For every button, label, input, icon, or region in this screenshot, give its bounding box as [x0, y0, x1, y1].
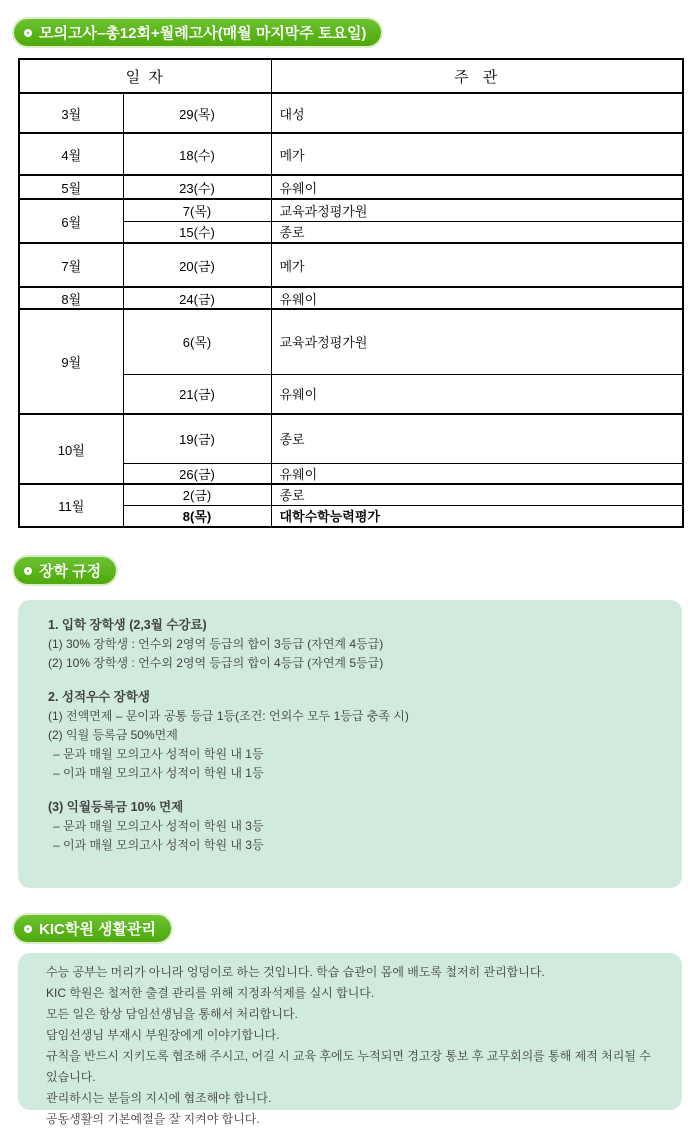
bullet-ring-icon	[24, 925, 32, 933]
date-cell: 8(목)	[123, 505, 271, 527]
life-management-box	[18, 953, 682, 1126]
scholarship-group	[48, 688, 652, 783]
date-cell: 19(금)	[123, 414, 271, 463]
organizer-cell: 메가	[271, 243, 683, 287]
organizer-cell: 대성	[271, 93, 683, 133]
month-cell: 5월	[19, 175, 123, 199]
table-row	[19, 175, 683, 199]
text-line: KIC 학원은 철저한 출결 관리를 위해 지정좌석제를 실시 합니다.	[46, 986, 375, 1000]
date-cell: 23(수)	[123, 175, 271, 199]
date-cell: 2(금)	[123, 484, 271, 505]
table-row	[19, 484, 683, 505]
table-row	[19, 93, 683, 133]
scholarship-group	[48, 616, 652, 673]
organizer-cell: 종로	[271, 414, 683, 463]
text-line: 관리하시는 분들의 지시에 협조해야 합니다.	[46, 1091, 272, 1105]
section-badge-label: 장학 규정	[39, 563, 102, 580]
organizer-cell: 대학수학능력평가	[271, 505, 683, 527]
date-cell: 15(수)	[123, 221, 271, 243]
text-line: 모든 일은 항상 담임선생님을 통해서 처리합니다.	[46, 1007, 298, 1021]
organizer-cell: 교육과정평가원	[271, 309, 683, 374]
scholarship-group	[48, 798, 652, 855]
text-line: – 이과 매월 모의고사 성적이 학원 내 3등	[53, 838, 264, 852]
month-cell: 11월	[19, 484, 123, 527]
group-heading: 2. 성적우수 장학생	[48, 690, 150, 704]
table-row	[19, 199, 683, 221]
text-line: 규칙을 반드시 지키도록 협조해 주시고, 어길 시 교육 후에도 누적되면 경고장 통보 후 교무회의를 통해 제적 처리될 수 있습니다.	[46, 1049, 651, 1084]
header-organizer: 주 관	[271, 59, 683, 93]
text-line: 담임선생님 부재시 부원장에게 이야기합니다.	[46, 1028, 280, 1042]
text-line: 공동생활의 기본예절을 잘 지켜야 합니다.	[46, 1112, 260, 1126]
table-header-row	[19, 59, 683, 93]
organizer-cell: 유웨이	[271, 463, 683, 484]
organizer-cell: 메가	[271, 133, 683, 175]
text-line: (2) 10% 장학생 : 언수외 2영역 등급의 합이 4등급 (자연계 5등급)	[48, 656, 384, 670]
date-cell: 7(목)	[123, 199, 271, 221]
group-heading: 1. 입학 장학생 (2,3월 수강료)	[48, 618, 207, 632]
organizer-cell: 종로	[271, 484, 683, 505]
header-date: 일 자	[19, 59, 271, 93]
section-badge-label: KIC학원 생활관리	[39, 921, 156, 938]
text-line: (1) 30% 장학생 : 언수외 2영역 등급의 합이 3등급 (자연계 4등급)	[48, 637, 384, 651]
month-cell: 4월	[19, 133, 123, 175]
table-row	[19, 243, 683, 287]
section-badge-mock-exams	[14, 19, 381, 46]
text-line: 수능 공부는 머리가 아니라 엉덩이로 하는 것입니다. 학습 습관이 몸에 배도록 철저히 관리합니다.	[46, 965, 545, 979]
bullet-ring-icon	[24, 29, 32, 37]
month-cell: 9월	[19, 309, 123, 414]
organizer-cell: 종로	[271, 221, 683, 243]
table-row	[19, 309, 683, 374]
date-cell: 29(목)	[123, 93, 271, 133]
scholarship-box	[18, 600, 682, 888]
text-line: – 문과 매월 모의고사 성적이 학원 내 1등	[53, 747, 264, 761]
organizer-cell: 유웨이	[271, 374, 683, 414]
section-badge-label: 모의고사–총12회+월례고사(매월 마지막주 토요일)	[39, 25, 367, 42]
table-row	[19, 287, 683, 309]
date-cell: 24(금)	[123, 287, 271, 309]
text-line: – 이과 매월 모의고사 성적이 학원 내 1등	[53, 766, 264, 780]
text-line: (2) 익월 등록금 50%면제	[48, 728, 178, 742]
bullet-ring-icon	[24, 567, 32, 575]
group-heading: (3) 익월등록금 10% 면제	[48, 800, 184, 814]
date-cell: 26(금)	[123, 463, 271, 484]
exam-schedule-table	[18, 58, 684, 528]
month-cell: 8월	[19, 287, 123, 309]
organizer-cell: 유웨이	[271, 287, 683, 309]
table-row	[19, 414, 683, 463]
date-cell: 20(금)	[123, 243, 271, 287]
text-line: – 문과 매월 모의고사 성적이 학원 내 3등	[53, 819, 264, 833]
month-cell: 3월	[19, 93, 123, 133]
date-cell: 6(목)	[123, 309, 271, 374]
section-badge-life-management	[14, 915, 171, 942]
organizer-cell: 교육과정평가원	[271, 199, 683, 221]
section-badge-scholarship	[14, 557, 116, 584]
table-row	[19, 133, 683, 175]
month-cell: 6월	[19, 199, 123, 243]
text-line: (1) 전액면제 – 문이과 공통 등급 1등(조건: 언외수 모두 1등급 충족 시)	[48, 709, 409, 723]
month-cell: 10월	[19, 414, 123, 484]
date-cell: 18(수)	[123, 133, 271, 175]
month-cell: 7월	[19, 243, 123, 287]
organizer-cell: 유웨이	[271, 175, 683, 199]
date-cell: 21(금)	[123, 374, 271, 414]
